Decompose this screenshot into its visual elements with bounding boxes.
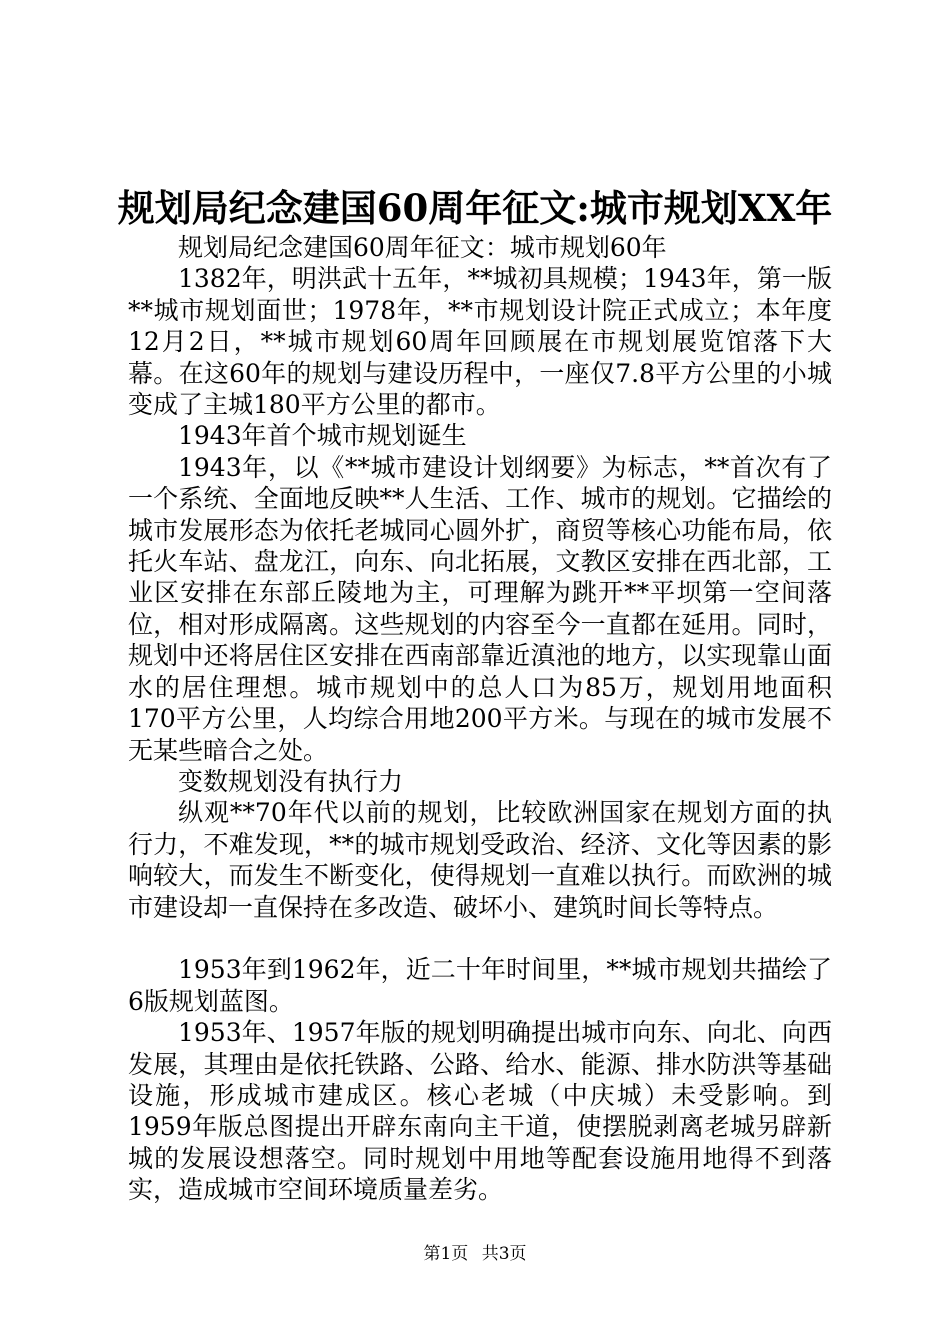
page-total: 共3页 — [481, 1244, 527, 1264]
section-heading: 1943年首个城市规划诞生 — [178, 421, 467, 451]
body-paragraph: 1953年、1957年版的规划明确提出城市向东、向北、向西发展，其理由是依托铁路、公路、给水、能源、排水防洪等基础设施，形成城市建成区。核心老城（中庆城）未受影响。到1959年版总图提出开辟东南向主干道，使摆脱剥离老城另辟新城的发展设想落空。同时规划中用地等配套设施用地得不到落实，造成城市空间环境质量差劣。 — [128, 1018, 832, 1205]
body-paragraph: 纵观**70年代以前的规划，比较欧洲国家在规划方面的执行力，不难发现，**的城市规划受政治、经济、文化等因素的影响较大，而发生不断变化，使得规划一直难以执行。而欧洲的城市建设却一直保持在多改造、破坏小、建筑时间长等特点。 — [128, 798, 832, 922]
document-body — [128, 232, 832, 1206]
paragraph-spacer — [128, 923, 832, 954]
subtitle-paragraph: 规划局纪念建国60周年征文：城市规划60年 — [178, 233, 667, 262]
body-paragraph: 1382年，明洪武十五年，**城初具规模；1943年，第一版**城市规划面世；1978年，**市规划设计院正式成立；本年度12月2日，**城市规划60周年回顾展在市规划展览馆落下大幕。在这60年的规划与建设历程中，一座仅7.8平方公里的小城变成了主城180平方公里的都市。 — [128, 264, 832, 420]
body-paragraph: 1953年到1962年，近二十年时间里，**城市规划共描绘了6版规划蓝图。 — [128, 955, 832, 1016]
body-paragraph: 1943年，以《**城市建设计划纲要》为标志，**首次有了一个系统、全面地反映**人生活、工作、城市的规划。它描绘的城市发展形态为依托老城同心圆外扩，商贸等核心功能布局，依托火车站、盘龙江，向东、向北拓展，文教区安排在西北部，工业区安排在东部丘陵地为主，可理解为跳开**平坝第一空间落位，相对形成隔离。这些规划的内容至今一直都在延用。同时，规划中还将居住区安排在西南部靠近滇池的地方，以实现靠山面水的居住理想。城市规划中的总人口为85万，规划用地面积170平方公里，人均综合用地200平方米。与现在的城市发展不无某些暗合之处。 — [128, 452, 832, 765]
section-heading: 变数规划没有执行力 — [178, 766, 404, 796]
page-number: 第1页 — [423, 1244, 469, 1264]
page-footer — [0, 1242, 950, 1266]
document-title: 规划局纪念建国60周年征文:城市规划XX年 — [117, 186, 833, 230]
